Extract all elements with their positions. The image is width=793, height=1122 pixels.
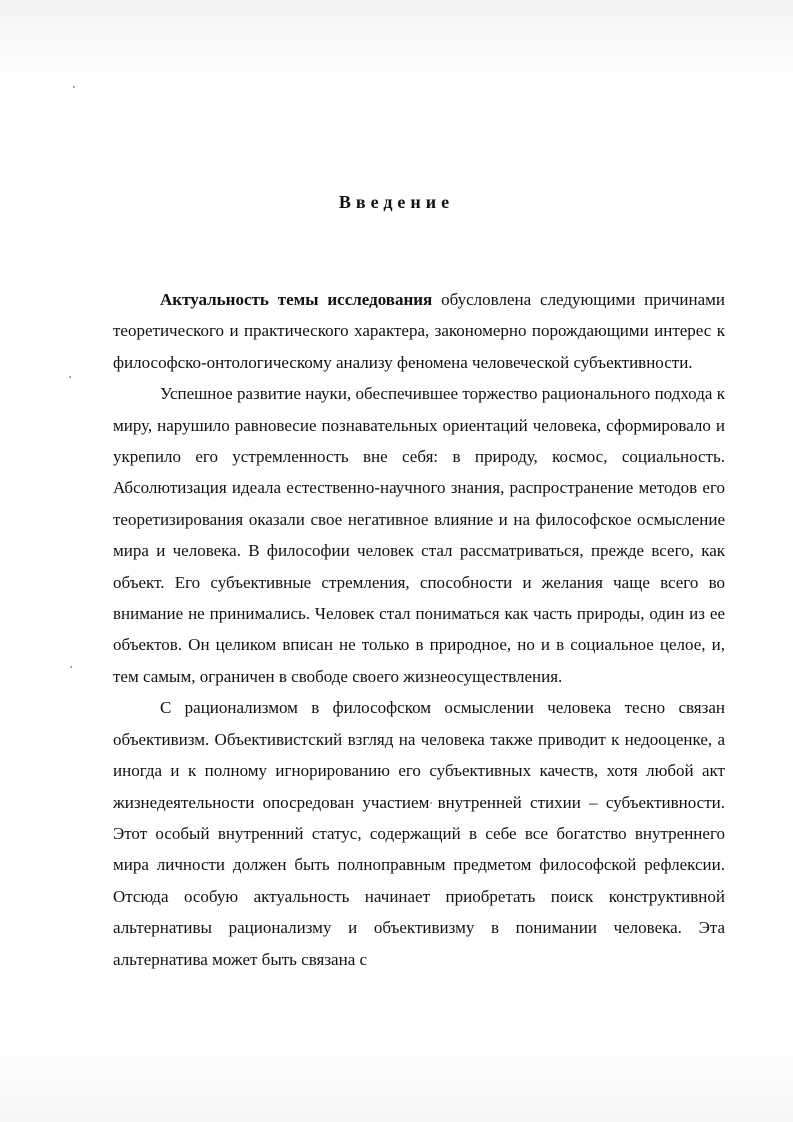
paragraph-1-text: обусловлена следующими причинами теоретического и практического характера, закономерно порождающими интерес к философско-онтологическому анализу феномена человеческой субъективности. bbox=[113, 290, 726, 372]
scan-speck bbox=[73, 86, 75, 88]
paragraph-1 bbox=[113, 284, 725, 378]
paragraph-3 bbox=[113, 692, 725, 975]
scan-speck bbox=[69, 376, 71, 378]
paragraph-1-lead: Актуальность темы исследования bbox=[160, 290, 433, 309]
body-text bbox=[113, 284, 725, 975]
scan-speck bbox=[70, 666, 72, 668]
paragraph-2 bbox=[113, 378, 725, 692]
paragraph-2-text: Успешное развитие науки, обеспечившее торжество рационального подхода к миру, нарушило равновесие познавательных ориентаций человека, сформировало и укрепило его устремленность вне себя: в природу, космос, социальность. Абсолютизация идеала естественно-научного знания, распространение методов его теоретизирования оказали свое негативное влияние и на философское осмысление мира и человека. В философии человек стал рассматриваться, прежде всего, как объект. Его субъективные стремления, способности и желания чаще всего во внимание не принимались. Человек стал пониматься как часть природы, один из ее объектов. Он целиком вписан не только в природное, но и в социальное целое, и, тем самым, ограничен в свободе своего жизнеосуществления. bbox=[113, 384, 725, 686]
page-title: Введение bbox=[338, 192, 455, 212]
paragraph-3-text: С рационализмом в философском осмыслении человека тесно связан объективизм. Объективистский взгляд на человека также приводит к недооценке, а иногда и к полному игнорированию его субъективных качеств, хотя любой акт жизнедеятельности опосредован участием внутренней стихии – субъективности. Этот особый внутренний статус, содержащий в себе все богатство внутреннего мира личности должен быть полноправным предметом философской рефлексии. Отсюда особую актуальность начинает приобретать поиск конструктивной альтернативы рационализму и объективизму в понимании человека. Эта альтернатива может быть связана с bbox=[113, 698, 725, 969]
